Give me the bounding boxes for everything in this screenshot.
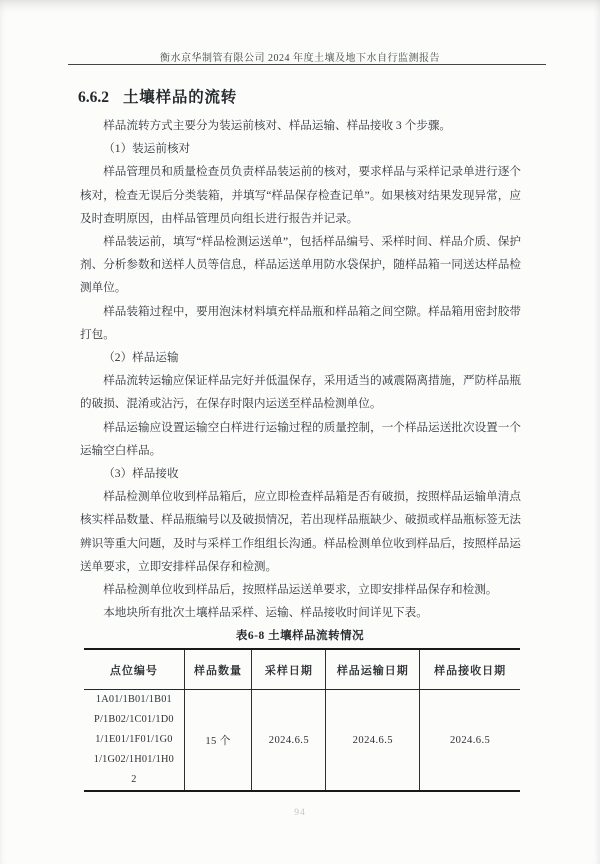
body-paragraph: 本地块所有批次土壤样品采样、运输、样品接收时间详见下表。 [103, 606, 428, 620]
column-header: 样品接收日期 [420, 649, 520, 690]
body-paragraph: （1）装运前核对 [103, 142, 191, 156]
table-header-row [84, 649, 520, 690]
column-header: 样品数量 [184, 649, 252, 690]
page-header: 衡水京华制管有限公司 2024 年度土壤及地下水自行监测报告 [160, 53, 440, 64]
column-header: 样品运输日期 [326, 649, 420, 690]
section-title: 土壤样品的流转 [123, 89, 238, 106]
page-number: 94 [294, 808, 306, 818]
body-paragraph: 样品流转运输应保证样品完好并低温保存，采用适当的减震隔离措施，严防样品瓶的破损、混淆或沾污，在保存时限内运送至样品检测单位。 [80, 374, 521, 411]
table-row [84, 690, 520, 792]
body-paragraph: 样品装箱过程中，要用泡沫材料填充样品瓶和样品箱之间空隙。样品箱用密封胶带打包。 [80, 304, 521, 341]
table-cell: 1A01/1B01/1B01P/1B02/1C01/1D01/1E01/1F01/1G01/1G02/1H01/1H02 [93, 694, 174, 785]
body-text [80, 114, 521, 624]
table-cell: 2024.6.5 [252, 690, 326, 792]
section-heading [78, 85, 237, 107]
body-paragraph: （3）样品接收 [103, 467, 179, 481]
column-header: 采样日期 [252, 649, 326, 690]
section-number: 6.6.2 [78, 89, 109, 106]
header-divider [68, 64, 546, 65]
body-paragraph: （2）样品运输 [103, 351, 179, 365]
body-paragraph: 样品检测单位收到样品箱后，应立即检查样品箱是否有破损，按照样品运输单清点核实样品数量、样品瓶编号以及破损情况，若出现样品瓶缺少、破损或样品瓶标签无法辨识等重大问题，及时与采样工作组组长沟通。样品检测单位收到样品后，按照样品运送单要求，立即安排样品保存和检测。 [80, 490, 521, 573]
body-paragraph: 样品流转方式主要分为装运前核对、样品运输、样品接收 3 个步骤。 [103, 119, 452, 132]
body-paragraph: 样品装运前，填写“样品检测运送单”，包括样品编号、采样时间、样品介质、保护剂、分析参数和送样人员等信息，样品运送单用防水袋保护，随样品箱一同送达样品检测单位。 [80, 235, 521, 295]
table-cell: 2024.6.5 [420, 690, 520, 792]
table-cell: 15 个 [184, 690, 252, 792]
body-paragraph: 样品管理员和质量检查员负责样品装运前的核对，要求样品与采样记录单进行逐个核对，检查无误后分类装箱，并填写“样品保存检查记单”。如果核对结果发现异常，应及时查明原因，由样品管理员向组长进行报告并记录。 [80, 165, 521, 225]
table-cell: 2024.6.5 [326, 690, 420, 792]
body-paragraph: 样品运输应设置运输空白样进行运输过程的质量控制，一个样品运送批次设置一个运输空白样品。 [80, 420, 521, 457]
body-paragraph: 样品检测单位收到样品后，按照样品运送单要求，立即安排样品保存和检测。 [103, 583, 498, 597]
sample-transfer-table [84, 648, 520, 792]
table-body [84, 690, 520, 792]
column-header: 点位编号 [84, 649, 184, 690]
table-caption: 表6-8 土壤样品流转情况 [235, 630, 365, 642]
